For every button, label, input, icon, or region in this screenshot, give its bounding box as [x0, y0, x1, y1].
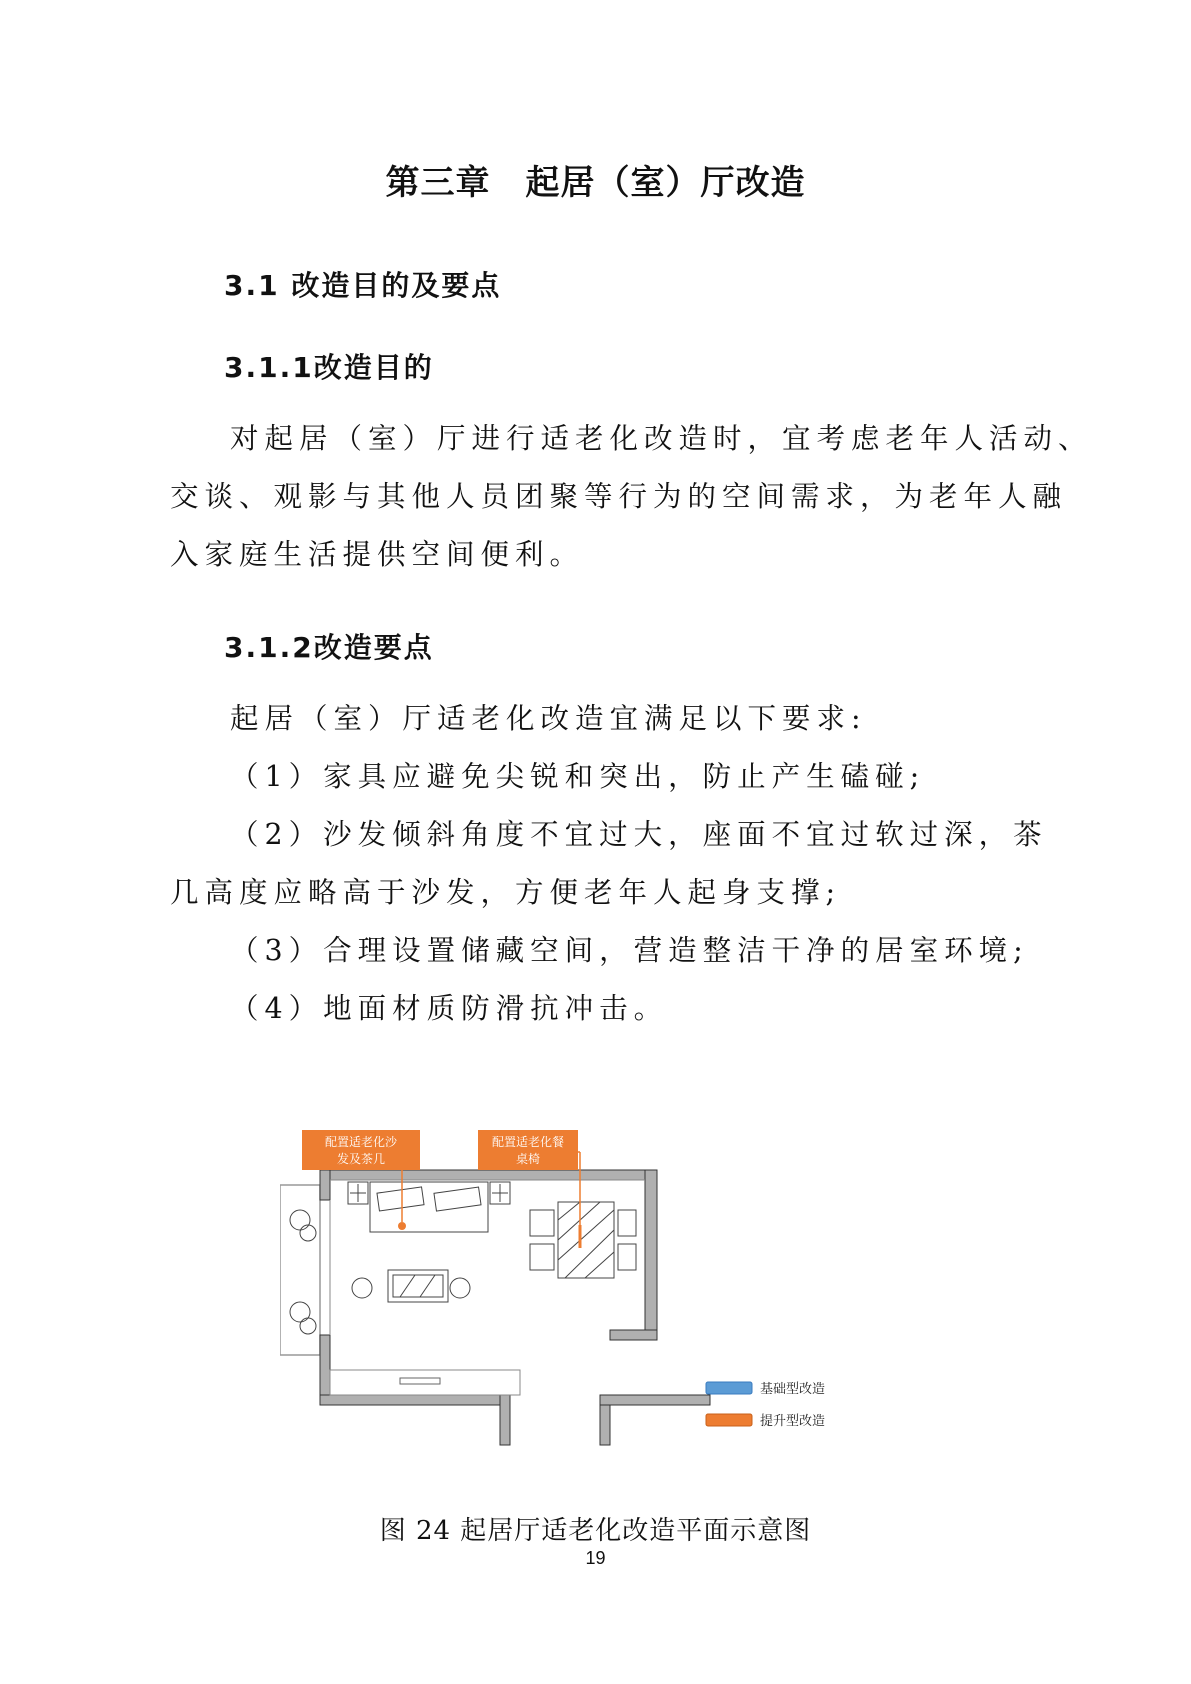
list-item: （2）沙发倾斜角度不宜过大，座面不宜过软过深，茶 — [230, 818, 1048, 851]
legend-label-basic: 基础型改造 — [760, 1382, 826, 1397]
svg-text:发及茶几: 发及茶几 — [336, 1152, 386, 1166]
legend — [706, 1381, 825, 1429]
legend-swatch-basic — [706, 1382, 752, 1394]
subsection-heading-purpose: 3.1.1改造目的 — [224, 351, 434, 384]
legend-label-upgrade: 提升型改造 — [760, 1414, 826, 1429]
paragraph-line: 对起居（室）厅进行适老化改造时，宜考虑老年人活动、 — [230, 422, 1093, 455]
floor-plan-figure — [280, 1130, 920, 1470]
cabinet-outline — [330, 1370, 520, 1395]
sofa-marker — [398, 1222, 406, 1230]
list-item: （3）合理设置储藏空间，营造整洁干净的居室环境; — [230, 934, 1029, 967]
room-walls — [320, 1170, 710, 1445]
figure-caption: 图 24 起居厅适老化改造平面示意图 — [379, 1516, 812, 1546]
paragraph-line: 入家庭生活提供空间便利。 — [170, 538, 585, 571]
coffee-table — [352, 1270, 470, 1302]
list-item: （1）家具应避免尖锐和突出，防止产生磕碰; — [230, 760, 926, 793]
page-number: 19 — [585, 1548, 606, 1568]
sofa — [348, 1182, 510, 1232]
chapter-title: 第三章 起居（室）厅改造 — [385, 163, 806, 203]
legend-swatch-upgrade — [706, 1414, 752, 1426]
section-heading: 3.1 改造目的及要点 — [224, 269, 502, 302]
list-item: （4）地面材质防滑抗冲击。 — [230, 992, 669, 1025]
dining-table — [530, 1202, 636, 1278]
list-item-continuation: 几高度应略高于沙发，方便老年人起身支撑; — [170, 876, 842, 909]
svg-text:桌椅: 桌椅 — [515, 1152, 541, 1166]
paragraph-intro: 起居（室）厅适老化改造宜满足以下要求: — [230, 702, 867, 735]
subsection-heading-points: 3.1.2改造要点 — [224, 631, 434, 664]
svg-text:配置适老化餐: 配置适老化餐 — [491, 1135, 565, 1149]
paragraph-line: 交谈、观影与其他人员团聚等行为的空间需求，为老年人融 — [170, 480, 1068, 513]
plant-icon — [290, 1210, 316, 1334]
svg-text:配置适老化沙: 配置适老化沙 — [324, 1135, 398, 1149]
